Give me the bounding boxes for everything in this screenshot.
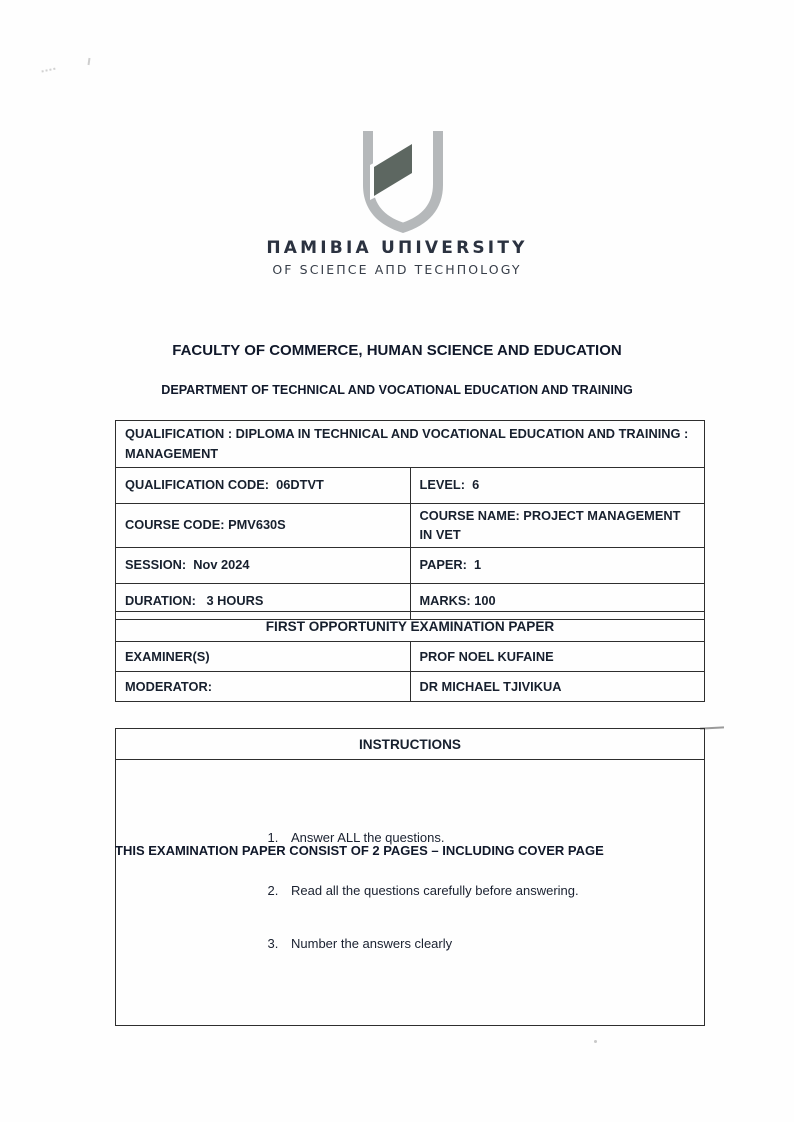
course-name-cell: COURSE NAME: PROJECT MANAGEMENT IN VET bbox=[410, 504, 705, 548]
level-cell: LEVEL: 6 bbox=[410, 468, 705, 504]
faculty-heading: FACULTY OF COMMERCE, HUMAN SCIENCE AND EDUCATION bbox=[172, 342, 622, 359]
instructions-table bbox=[115, 728, 705, 1026]
nust-shield-icon bbox=[349, 127, 457, 239]
instructions-list bbox=[282, 796, 704, 985]
scan-artifact bbox=[88, 58, 91, 65]
department-heading: DEPARTMENT OF TECHNICAL AND VOCATIONAL EDUCATION AND TRAINING bbox=[161, 383, 633, 397]
qualification-code-cell: QUALIFICATION CODE: 06DTVT bbox=[116, 468, 411, 504]
table-row bbox=[116, 672, 705, 702]
instructions-body bbox=[116, 760, 705, 1026]
exam-paper-title: FIRST OPPORTUNITY EXAMINATION PAPER bbox=[116, 612, 705, 642]
university-wordmark bbox=[0, 238, 794, 277]
paper-cell: PAPER: 1 bbox=[410, 548, 705, 584]
university-logo bbox=[0, 127, 794, 244]
scan-artifact bbox=[594, 1040, 597, 1043]
moderator-value: DR MICHAEL TJIVIKUA bbox=[410, 672, 705, 702]
list-item: 2. Read all the questions carefully before answering. bbox=[282, 879, 704, 902]
examination-paper-table bbox=[115, 611, 705, 702]
wordmark-line1: ПAMIBIA UПIVERSITY bbox=[266, 238, 528, 258]
table-row bbox=[116, 504, 705, 548]
table-row bbox=[116, 548, 705, 584]
moderator-label: MODERATOR: bbox=[116, 672, 411, 702]
table-row bbox=[116, 642, 705, 672]
qualification-cell: QUALIFICATION : DIPLOMA IN TECHNICAL AND VOCATIONAL EDUCATION AND TRAINING : MANAGEMENT bbox=[116, 421, 705, 468]
instructions-title: INSTRUCTIONS bbox=[116, 729, 705, 760]
table-row bbox=[116, 421, 705, 468]
course-details-table bbox=[115, 420, 705, 620]
list-item: 1. Answer ALL the questions. bbox=[282, 826, 704, 849]
table-row bbox=[116, 612, 705, 642]
course-code-cell: COURSE CODE: PMV630S bbox=[116, 504, 411, 548]
examiner-value: PROF NOEL KUFAINE bbox=[410, 642, 705, 672]
examiner-label: EXAMINER(S) bbox=[116, 642, 411, 672]
table-row bbox=[116, 468, 705, 504]
duration-cell: DURATION: 3 HOURS bbox=[116, 584, 411, 620]
list-item: 3. Number the answers clearly bbox=[282, 932, 704, 955]
table-row bbox=[116, 760, 705, 1026]
wordmark-line2: OF SCIEПCE AПD TECHПOLOGY bbox=[272, 262, 522, 277]
table-row bbox=[116, 729, 705, 760]
scan-artifact bbox=[41, 68, 56, 78]
marks-cell: MARKS: 100 bbox=[410, 584, 705, 620]
session-cell: SESSION: Nov 2024 bbox=[116, 548, 411, 584]
page-count-note: THIS EXAMINATION PAPER CONSIST OF 2 PAGES – INCLUDING COVER PAGE bbox=[115, 843, 604, 858]
